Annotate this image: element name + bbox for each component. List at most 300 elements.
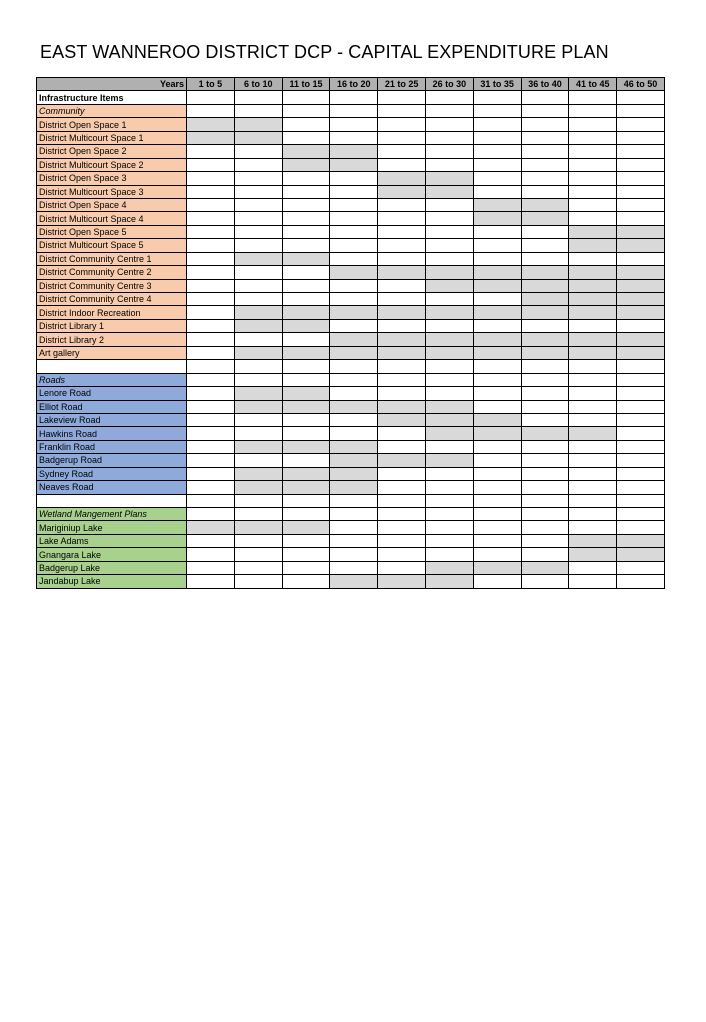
period-cell[interactable] [378, 252, 426, 265]
period-cell[interactable] [378, 440, 426, 453]
period-cell[interactable] [617, 561, 665, 574]
scheduled-period-cell[interactable] [617, 548, 665, 561]
period-cell[interactable] [521, 225, 569, 238]
period-cell[interactable] [425, 145, 473, 158]
row-label[interactable]: District Library 2 [37, 333, 187, 346]
period-cell[interactable] [187, 400, 235, 413]
year-column-header[interactable]: 46 to 50 [617, 78, 665, 91]
period-cell[interactable] [521, 172, 569, 185]
period-cell[interactable] [569, 454, 617, 467]
period-cell[interactable] [617, 427, 665, 440]
scheduled-period-cell[interactable] [282, 145, 330, 158]
period-cell[interactable] [187, 91, 235, 104]
period-cell[interactable] [282, 266, 330, 279]
scheduled-period-cell[interactable] [569, 534, 617, 547]
period-cell[interactable] [473, 145, 521, 158]
period-cell[interactable] [425, 494, 473, 507]
period-cell[interactable] [187, 440, 235, 453]
scheduled-period-cell[interactable] [425, 306, 473, 319]
period-cell[interactable] [187, 212, 235, 225]
period-cell[interactable] [425, 360, 473, 373]
scheduled-period-cell[interactable] [234, 306, 282, 319]
scheduled-period-cell[interactable] [425, 427, 473, 440]
scheduled-period-cell[interactable] [330, 575, 378, 588]
scheduled-period-cell[interactable] [425, 400, 473, 413]
period-cell[interactable] [378, 104, 426, 117]
scheduled-period-cell[interactable] [473, 333, 521, 346]
period-cell[interactable] [234, 427, 282, 440]
period-cell[interactable] [282, 427, 330, 440]
row-label[interactable]: Gnangara Lake [37, 548, 187, 561]
period-cell[interactable] [569, 185, 617, 198]
period-cell[interactable] [187, 508, 235, 521]
period-cell[interactable] [330, 427, 378, 440]
period-cell[interactable] [378, 198, 426, 211]
period-cell[interactable] [282, 373, 330, 386]
period-cell[interactable] [473, 467, 521, 480]
scheduled-period-cell[interactable] [569, 346, 617, 359]
scheduled-period-cell[interactable] [378, 306, 426, 319]
period-cell[interactable] [569, 467, 617, 480]
row-label[interactable]: District Open Space 1 [37, 118, 187, 131]
period-cell[interactable] [569, 158, 617, 171]
period-cell[interactable] [187, 454, 235, 467]
period-cell[interactable] [187, 494, 235, 507]
period-cell[interactable] [521, 118, 569, 131]
scheduled-period-cell[interactable] [234, 131, 282, 144]
period-cell[interactable] [187, 185, 235, 198]
scheduled-period-cell[interactable] [521, 266, 569, 279]
period-cell[interactable] [617, 104, 665, 117]
scheduled-period-cell[interactable] [234, 481, 282, 494]
row-label[interactable]: Lenore Road [37, 387, 187, 400]
row-label[interactable]: District Indoor Recreation [37, 306, 187, 319]
period-cell[interactable] [234, 225, 282, 238]
period-cell[interactable] [425, 118, 473, 131]
scheduled-period-cell[interactable] [425, 333, 473, 346]
period-cell[interactable] [473, 239, 521, 252]
period-cell[interactable] [569, 494, 617, 507]
period-cell[interactable] [187, 239, 235, 252]
period-cell[interactable] [187, 360, 235, 373]
period-cell[interactable] [617, 91, 665, 104]
row-label[interactable]: District Community Centre 2 [37, 266, 187, 279]
period-cell[interactable] [425, 225, 473, 238]
period-cell[interactable] [187, 104, 235, 117]
period-cell[interactable] [473, 373, 521, 386]
scheduled-period-cell[interactable] [521, 306, 569, 319]
period-cell[interactable] [473, 575, 521, 588]
period-cell[interactable] [282, 239, 330, 252]
period-cell[interactable] [569, 521, 617, 534]
period-cell[interactable] [234, 360, 282, 373]
period-cell[interactable] [234, 279, 282, 292]
period-cell[interactable] [569, 118, 617, 131]
period-cell[interactable] [234, 198, 282, 211]
period-cell[interactable] [187, 158, 235, 171]
period-cell[interactable] [425, 198, 473, 211]
period-cell[interactable] [521, 440, 569, 453]
period-cell[interactable] [330, 185, 378, 198]
year-column-header[interactable]: 36 to 40 [521, 78, 569, 91]
period-cell[interactable] [282, 534, 330, 547]
period-cell[interactable] [425, 131, 473, 144]
scheduled-period-cell[interactable] [330, 467, 378, 480]
period-cell[interactable] [378, 145, 426, 158]
period-cell[interactable] [569, 373, 617, 386]
period-cell[interactable] [330, 198, 378, 211]
period-cell[interactable] [425, 467, 473, 480]
period-cell[interactable] [187, 198, 235, 211]
period-cell[interactable] [378, 279, 426, 292]
scheduled-period-cell[interactable] [330, 306, 378, 319]
period-cell[interactable] [330, 319, 378, 332]
period-cell[interactable] [617, 212, 665, 225]
row-label[interactable]: District Multicourt Space 1 [37, 131, 187, 144]
period-cell[interactable] [330, 413, 378, 426]
period-cell[interactable] [473, 172, 521, 185]
scheduled-period-cell[interactable] [378, 400, 426, 413]
period-cell[interactable] [473, 252, 521, 265]
row-label[interactable]: Neaves Road [37, 481, 187, 494]
period-cell[interactable] [425, 508, 473, 521]
period-cell[interactable] [521, 481, 569, 494]
scheduled-period-cell[interactable] [521, 561, 569, 574]
period-cell[interactable] [378, 561, 426, 574]
period-cell[interactable] [234, 561, 282, 574]
period-cell[interactable] [187, 575, 235, 588]
period-cell[interactable] [569, 91, 617, 104]
scheduled-period-cell[interactable] [282, 158, 330, 171]
scheduled-period-cell[interactable] [473, 266, 521, 279]
row-label[interactable] [37, 360, 187, 373]
period-cell[interactable] [473, 185, 521, 198]
period-cell[interactable] [425, 440, 473, 453]
period-cell[interactable] [569, 400, 617, 413]
period-cell[interactable] [425, 319, 473, 332]
period-cell[interactable] [569, 319, 617, 332]
period-cell[interactable] [617, 131, 665, 144]
row-label[interactable]: Badgerup Road [37, 454, 187, 467]
scheduled-period-cell[interactable] [473, 212, 521, 225]
scheduled-period-cell[interactable] [521, 346, 569, 359]
row-label[interactable]: District Open Space 3 [37, 172, 187, 185]
row-label[interactable]: Lake Adams [37, 534, 187, 547]
period-cell[interactable] [617, 198, 665, 211]
period-cell[interactable] [330, 239, 378, 252]
period-cell[interactable] [521, 521, 569, 534]
period-cell[interactable] [569, 145, 617, 158]
period-cell[interactable] [187, 413, 235, 426]
period-cell[interactable] [569, 440, 617, 453]
period-cell[interactable] [617, 158, 665, 171]
period-cell[interactable] [234, 413, 282, 426]
row-label[interactable]: District Open Space 5 [37, 225, 187, 238]
scheduled-period-cell[interactable] [425, 346, 473, 359]
scheduled-period-cell[interactable] [378, 346, 426, 359]
scheduled-period-cell[interactable] [521, 293, 569, 306]
period-cell[interactable] [569, 198, 617, 211]
period-cell[interactable] [378, 158, 426, 171]
period-cell[interactable] [617, 494, 665, 507]
scheduled-period-cell[interactable] [617, 346, 665, 359]
period-cell[interactable] [521, 548, 569, 561]
period-cell[interactable] [282, 279, 330, 292]
period-cell[interactable] [617, 373, 665, 386]
scheduled-period-cell[interactable] [282, 319, 330, 332]
period-cell[interactable] [234, 454, 282, 467]
period-cell[interactable] [521, 467, 569, 480]
period-cell[interactable] [187, 373, 235, 386]
period-cell[interactable] [234, 158, 282, 171]
period-cell[interactable] [617, 252, 665, 265]
period-cell[interactable] [330, 172, 378, 185]
period-cell[interactable] [521, 185, 569, 198]
scheduled-period-cell[interactable] [521, 198, 569, 211]
row-label[interactable]: Lakeview Road [37, 413, 187, 426]
period-cell[interactable] [473, 104, 521, 117]
period-cell[interactable] [330, 104, 378, 117]
period-cell[interactable] [473, 494, 521, 507]
period-cell[interactable] [617, 360, 665, 373]
scheduled-period-cell[interactable] [378, 185, 426, 198]
period-cell[interactable] [521, 508, 569, 521]
row-label[interactable]: Franklin Road [37, 440, 187, 453]
period-cell[interactable] [282, 548, 330, 561]
scheduled-period-cell[interactable] [378, 575, 426, 588]
period-cell[interactable] [330, 521, 378, 534]
period-cell[interactable] [569, 104, 617, 117]
period-cell[interactable] [234, 548, 282, 561]
period-cell[interactable] [234, 575, 282, 588]
scheduled-period-cell[interactable] [569, 279, 617, 292]
period-cell[interactable] [187, 534, 235, 547]
scheduled-period-cell[interactable] [473, 346, 521, 359]
scheduled-period-cell[interactable] [473, 561, 521, 574]
period-cell[interactable] [187, 293, 235, 306]
scheduled-period-cell[interactable] [425, 575, 473, 588]
period-cell[interactable] [473, 131, 521, 144]
row-label[interactable]: Sydney Road [37, 467, 187, 480]
scheduled-period-cell[interactable] [187, 118, 235, 131]
period-cell[interactable] [234, 239, 282, 252]
period-cell[interactable] [187, 319, 235, 332]
period-cell[interactable] [425, 104, 473, 117]
period-cell[interactable] [378, 91, 426, 104]
period-cell[interactable] [521, 400, 569, 413]
scheduled-period-cell[interactable] [282, 400, 330, 413]
period-cell[interactable] [473, 548, 521, 561]
period-cell[interactable] [425, 252, 473, 265]
period-cell[interactable] [330, 387, 378, 400]
period-cell[interactable] [378, 387, 426, 400]
period-cell[interactable] [425, 373, 473, 386]
scheduled-period-cell[interactable] [569, 306, 617, 319]
category-label[interactable]: Wetland Mangement Plans [37, 508, 187, 521]
scheduled-period-cell[interactable] [234, 252, 282, 265]
period-cell[interactable] [282, 575, 330, 588]
period-cell[interactable] [234, 145, 282, 158]
period-cell[interactable] [187, 306, 235, 319]
row-label[interactable]: District Multicourt Space 5 [37, 239, 187, 252]
period-cell[interactable] [569, 131, 617, 144]
period-cell[interactable] [187, 252, 235, 265]
period-cell[interactable] [473, 481, 521, 494]
period-cell[interactable] [378, 225, 426, 238]
period-cell[interactable] [282, 185, 330, 198]
period-cell[interactable] [330, 373, 378, 386]
scheduled-period-cell[interactable] [330, 481, 378, 494]
period-cell[interactable] [425, 293, 473, 306]
period-cell[interactable] [473, 158, 521, 171]
period-cell[interactable] [282, 104, 330, 117]
period-cell[interactable] [617, 400, 665, 413]
scheduled-period-cell[interactable] [521, 333, 569, 346]
period-cell[interactable] [521, 387, 569, 400]
scheduled-period-cell[interactable] [617, 239, 665, 252]
period-cell[interactable] [569, 413, 617, 426]
scheduled-period-cell[interactable] [282, 467, 330, 480]
period-cell[interactable] [425, 239, 473, 252]
period-cell[interactable] [617, 467, 665, 480]
scheduled-period-cell[interactable] [282, 252, 330, 265]
period-cell[interactable] [330, 131, 378, 144]
period-cell[interactable] [378, 481, 426, 494]
period-cell[interactable] [187, 387, 235, 400]
period-cell[interactable] [521, 413, 569, 426]
period-cell[interactable] [425, 521, 473, 534]
period-cell[interactable] [330, 508, 378, 521]
period-cell[interactable] [473, 360, 521, 373]
scheduled-period-cell[interactable] [234, 521, 282, 534]
period-cell[interactable] [569, 561, 617, 574]
scheduled-period-cell[interactable] [282, 521, 330, 534]
period-cell[interactable] [282, 293, 330, 306]
period-cell[interactable] [234, 212, 282, 225]
scheduled-period-cell[interactable] [234, 118, 282, 131]
scheduled-period-cell[interactable] [234, 400, 282, 413]
scheduled-period-cell[interactable] [569, 293, 617, 306]
period-cell[interactable] [473, 387, 521, 400]
period-cell[interactable] [521, 158, 569, 171]
period-cell[interactable] [378, 548, 426, 561]
period-cell[interactable] [187, 145, 235, 158]
year-column-header[interactable]: 6 to 10 [234, 78, 282, 91]
period-cell[interactable] [282, 118, 330, 131]
period-cell[interactable] [425, 91, 473, 104]
row-label[interactable]: District Open Space 4 [37, 198, 187, 211]
period-cell[interactable] [282, 172, 330, 185]
period-cell[interactable] [569, 387, 617, 400]
period-cell[interactable] [569, 172, 617, 185]
scheduled-period-cell[interactable] [617, 225, 665, 238]
period-cell[interactable] [187, 561, 235, 574]
row-label[interactable]: District Community Centre 1 [37, 252, 187, 265]
scheduled-period-cell[interactable] [569, 427, 617, 440]
period-cell[interactable] [330, 293, 378, 306]
period-cell[interactable] [521, 252, 569, 265]
period-cell[interactable] [234, 494, 282, 507]
scheduled-period-cell[interactable] [378, 413, 426, 426]
scheduled-period-cell[interactable] [234, 440, 282, 453]
scheduled-period-cell[interactable] [282, 440, 330, 453]
period-cell[interactable] [234, 333, 282, 346]
period-cell[interactable] [234, 91, 282, 104]
period-cell[interactable] [617, 575, 665, 588]
scheduled-period-cell[interactable] [330, 266, 378, 279]
scheduled-period-cell[interactable] [234, 387, 282, 400]
period-cell[interactable] [569, 575, 617, 588]
scheduled-period-cell[interactable] [617, 306, 665, 319]
scheduled-period-cell[interactable] [569, 225, 617, 238]
period-cell[interactable] [378, 467, 426, 480]
period-cell[interactable] [330, 360, 378, 373]
period-cell[interactable] [282, 413, 330, 426]
period-cell[interactable] [330, 212, 378, 225]
scheduled-period-cell[interactable] [187, 131, 235, 144]
scheduled-period-cell[interactable] [617, 266, 665, 279]
row-label[interactable]: Hawkins Road [37, 427, 187, 440]
period-cell[interactable] [282, 494, 330, 507]
period-cell[interactable] [187, 333, 235, 346]
scheduled-period-cell[interactable] [617, 279, 665, 292]
period-cell[interactable] [234, 534, 282, 547]
scheduled-period-cell[interactable] [617, 293, 665, 306]
scheduled-period-cell[interactable] [425, 185, 473, 198]
scheduled-period-cell[interactable] [282, 346, 330, 359]
period-cell[interactable] [521, 239, 569, 252]
period-cell[interactable] [282, 454, 330, 467]
period-cell[interactable] [187, 481, 235, 494]
scheduled-period-cell[interactable] [425, 266, 473, 279]
period-cell[interactable] [282, 198, 330, 211]
period-cell[interactable] [617, 145, 665, 158]
period-cell[interactable] [617, 413, 665, 426]
category-label[interactable]: Community [37, 104, 187, 117]
scheduled-period-cell[interactable] [330, 333, 378, 346]
period-cell[interactable] [521, 131, 569, 144]
period-cell[interactable] [378, 373, 426, 386]
period-cell[interactable] [234, 293, 282, 306]
scheduled-period-cell[interactable] [425, 561, 473, 574]
period-cell[interactable] [617, 440, 665, 453]
row-label[interactable] [37, 494, 187, 507]
period-cell[interactable] [425, 481, 473, 494]
period-cell[interactable] [473, 91, 521, 104]
period-cell[interactable] [378, 360, 426, 373]
period-cell[interactable] [234, 373, 282, 386]
row-label[interactable]: District Library 1 [37, 319, 187, 332]
scheduled-period-cell[interactable] [617, 333, 665, 346]
period-cell[interactable] [282, 508, 330, 521]
year-column-header[interactable]: 21 to 25 [378, 78, 426, 91]
period-cell[interactable] [378, 118, 426, 131]
scheduled-period-cell[interactable] [473, 306, 521, 319]
scheduled-period-cell[interactable] [521, 212, 569, 225]
scheduled-period-cell[interactable] [187, 521, 235, 534]
period-cell[interactable] [521, 575, 569, 588]
period-cell[interactable] [378, 293, 426, 306]
period-cell[interactable] [473, 400, 521, 413]
row-label[interactable]: District Open Space 2 [37, 145, 187, 158]
period-cell[interactable] [617, 172, 665, 185]
scheduled-period-cell[interactable] [425, 279, 473, 292]
period-cell[interactable] [521, 494, 569, 507]
scheduled-period-cell[interactable] [282, 387, 330, 400]
row-label[interactable]: District Community Centre 3 [37, 279, 187, 292]
period-cell[interactable] [234, 266, 282, 279]
period-cell[interactable] [330, 494, 378, 507]
